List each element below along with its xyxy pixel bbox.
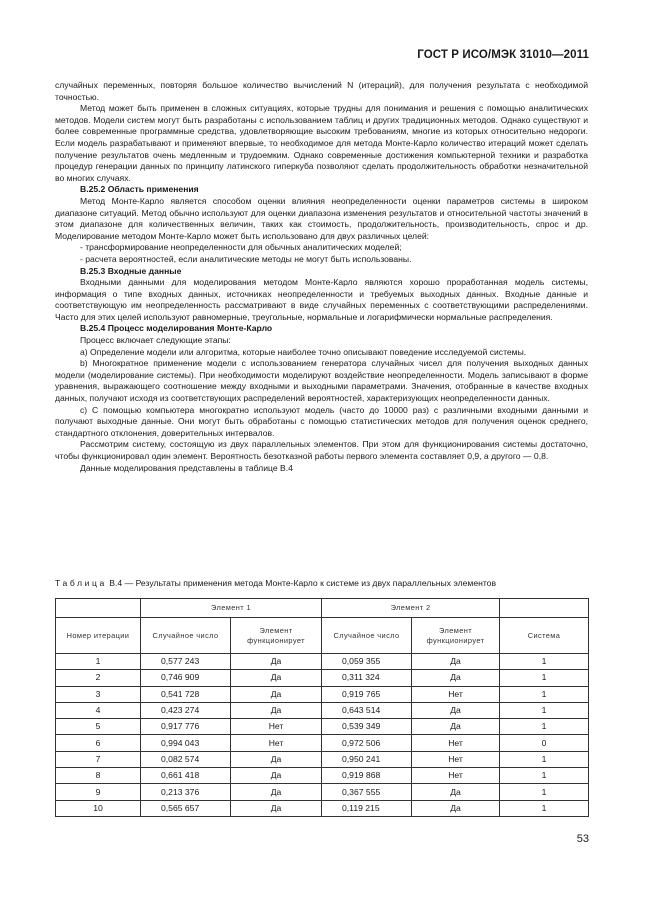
header-random-2: Случайное число [322,618,412,654]
header-functions-2: Элемент функционирует [412,618,500,654]
cell-functions-1: Да [231,686,322,702]
cell-random-1: 0,213 376 [141,784,231,800]
cell-functions-2: Нет [412,768,500,784]
cell-functions-2: Нет [412,735,500,751]
cell-iteration: 7 [56,751,141,767]
cell-random-1: 0,661 418 [141,768,231,784]
section-heading-b25-3: В.25.3 Входные данные [80,265,182,276]
table-body [56,654,589,817]
cell-functions-1: Да [231,670,322,686]
cell-functions-2: Да [412,784,500,800]
cell-iteration: 6 [56,735,141,751]
paragraph: случайных переменных, повторяя большое количество вычислений N (итераций), для получения результата с необходимой точностью. [55,80,588,102]
cell-functions-1: Да [231,800,322,816]
header-empty-cell [500,599,589,618]
cell-functions-1: Да [231,784,322,800]
cell-iteration: 1 [56,654,141,670]
table-row [56,751,589,767]
table-column-header-row [56,618,589,654]
header-element-2: Элемент 2 [322,599,500,618]
cell-system: 1 [500,751,589,767]
table-group-header-row [56,599,589,618]
paragraph: а) Определение модели или алгоритма, которые наиболее точно описывают поведение исследуемой системы. [80,346,527,357]
cell-iteration: 10 [56,800,141,816]
cell-random-1: 0,994 043 [141,735,231,751]
cell-system: 1 [500,719,589,735]
table-row [56,702,589,718]
paragraph: b) Многократное применение модели с использованием генератора случайных чисел для получения выходных данных модели (моделирование системы). При необходимости моделируют воздействие неопределенности. Модель записывают в форме уравнения, выражающего соотношение между входными и выходными параметрами. Значения, отобранные в качестве входных данных, получают исходя из соответствующих распределений вероятностей, характеризующих неопределенности данных. [55,358,588,404]
cell-functions-2: Да [412,654,500,670]
cell-random-2: 0,367 555 [322,784,412,800]
cell-iteration: 5 [56,719,141,735]
header-element-1: Элемент 1 [141,599,322,618]
paragraph: Данные моделирования представлены в таблице В.4 [80,462,293,473]
table-caption-label: Таблица [55,578,107,588]
cell-random-1: 0,577 243 [141,654,231,670]
results-table [55,598,589,817]
table-row [56,686,589,702]
list-item: - расчета вероятностей, если аналитические методы не могут быть использованы. [80,253,412,264]
cell-functions-1: Нет [231,735,322,751]
cell-random-1: 0,565 657 [141,800,231,816]
cell-iteration: 8 [56,768,141,784]
paragraph: Процесс включает следующие этапы: [80,335,231,346]
paragraph: Входными данными для моделирования методом Монте-Карло являются хорошо проработанная модель системы, информация о типе входных данных, источниках неопределенности и требуемых выходных данных. Входные данные и соответствующую им неопределенность рассматривают в виде случайных переменных с соответствующими распределениями. Часто для этих целей используют равномерные, треугольные, нормальные и логарифмически нормальные распределения. [55,277,588,322]
header-system: Система [500,618,589,654]
cell-functions-2: Да [412,800,500,816]
body-text [55,80,588,474]
paragraph: Рассмотрим систему, состоящую из двух параллельных элементов. При этом для функционирования системы достаточно, чтобы функционировал один элемент. Вероятность безотказной работы первого элемента составляет 0,9, а другого — 0,8. [55,439,588,461]
cell-iteration: 2 [56,670,141,686]
cell-functions-1: Да [231,654,322,670]
cell-functions-2: Да [412,702,500,718]
header-empty-cell [56,599,141,618]
cell-random-1: 0,541 728 [141,686,231,702]
cell-random-2: 0,919 868 [322,768,412,784]
table-caption [55,578,595,589]
cell-system: 1 [500,654,589,670]
table-row [56,800,589,816]
table-row [56,784,589,800]
header-random-1: Случайное число [141,618,231,654]
cell-random-2: 0,919 765 [322,686,412,702]
paragraph: Метод Монте-Карло является способом оценки влияния неопределенности оценки параметров системы в широком диапазоне ситуаций. Метод обычно используют для оценки диапазона изменения результатов и относительной частоты значений в этом диапазоне для количественных величин, таких как стоимость, продолжительность, производительность, спрос и др. Моделирование методом Монте-Карло может быть использовано для двух различных целей: [55,195,588,241]
cell-iteration: 4 [56,702,141,718]
header-iteration: Номер итерации [56,618,141,654]
cell-random-2: 0,059 355 [322,654,412,670]
cell-functions-2: Да [412,670,500,686]
cell-functions-2: Нет [412,751,500,767]
cell-functions-1: Нет [231,719,322,735]
cell-system: 1 [500,686,589,702]
cell-functions-2: Да [412,719,500,735]
table-row [56,719,589,735]
table-row [56,735,589,751]
table-caption-text: В.4 — Результаты применения метода Монте-Карло к системе из двух параллельных элементов [109,578,497,588]
cell-random-2: 0,972 506 [322,735,412,751]
cell-system: 0 [500,735,589,751]
cell-random-1: 0,746 909 [141,670,231,686]
list-item: - трансформирование неопределенности для обычных аналитических моделей; [80,242,402,253]
cell-iteration: 9 [56,784,141,800]
paragraph: с) С помощью компьютера многократно используют модель (часто до 10000 раз) с различными входными данными и получают выходные данные. Они могут быть обработаны с помощью статистических методов для получения оценок среднего, стандартного отклонения, доверительных интервалов. [55,404,588,438]
cell-random-2: 0,950 241 [322,751,412,767]
cell-random-2: 0,539 349 [322,719,412,735]
cell-random-1: 0,082 574 [141,751,231,767]
cell-random-1: 0,917 776 [141,719,231,735]
standard-designation: ГОСТ Р ИСО/МЭК 31010—2011 [417,49,589,61]
page-number: 53 [576,833,589,845]
cell-functions-1: Да [231,751,322,767]
cell-random-2: 0,311 324 [322,670,412,686]
cell-system: 1 [500,768,589,784]
cell-system: 1 [500,670,589,686]
cell-random-2: 0,119 215 [322,800,412,816]
table-row [56,768,589,784]
section-heading-b25-2: В.25.2 Область применения [80,184,199,195]
cell-random-2: 0,643 514 [322,702,412,718]
cell-system: 1 [500,784,589,800]
cell-iteration: 3 [56,686,141,702]
cell-functions-1: Да [231,768,322,784]
table-row [56,654,589,670]
table-row [56,670,589,686]
cell-functions-2: Нет [412,686,500,702]
header-functions-1: Элемент функционирует [231,618,322,654]
paragraph: Метод может быть применен в сложных ситуациях, которые трудны для понимания и решения с помощью аналитических методов. Модели систем могут быть разработаны с использованием таблиц и других традиционных методов. Однако существуют и более современные программные средства, удовлетворяющие высоким требованиям, многие из которых относительно недороги. Если модель разрабатывают и применяют впервые, то необходимое для метода Монте-Карло количество итераций может сделать получение результатов очень медленным и трудоемким. Однако современные достижения компьютерной техники и разработка процедур генерации данных по принципу латинского гиперкуба позволяют сделать продолжительность обработки незначительной во многих случаях. [55,103,588,183]
cell-system: 1 [500,800,589,816]
cell-random-1: 0,423 274 [141,702,231,718]
cell-system: 1 [500,702,589,718]
section-heading-b25-4: В.25.4 Процесс моделирования Монте-Карло [80,323,273,334]
cell-functions-1: Да [231,702,322,718]
